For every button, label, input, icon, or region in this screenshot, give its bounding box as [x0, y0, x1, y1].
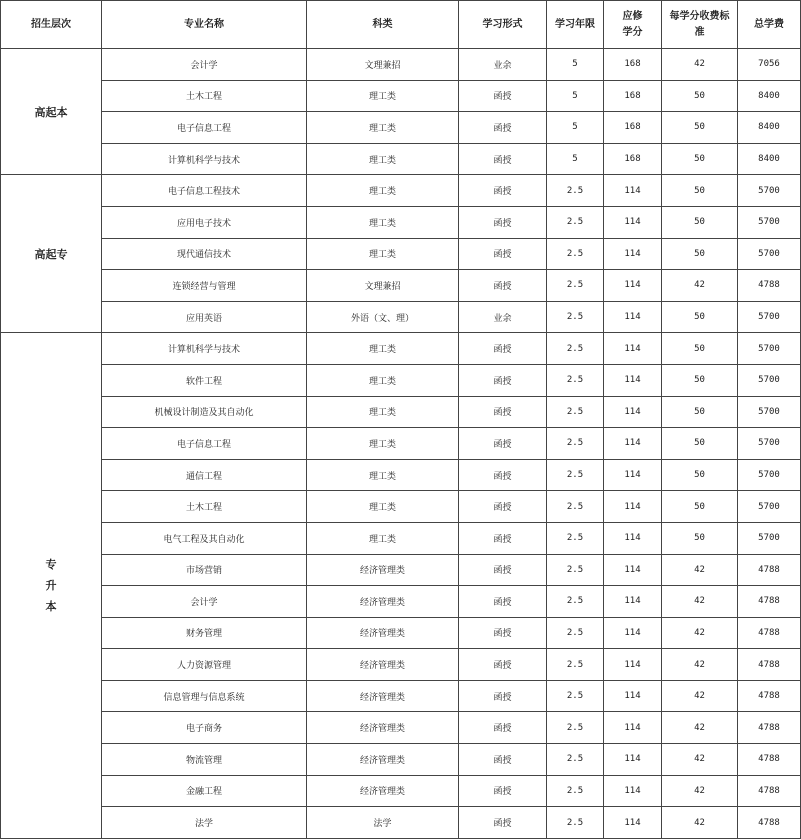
cell-credits: 168	[604, 80, 662, 112]
cell-years: 2.5	[547, 396, 604, 428]
table-row	[1, 522, 801, 554]
level-cell: 高起本	[1, 49, 102, 175]
cell-major: 物流管理	[102, 744, 307, 776]
cell-total: 5700	[738, 333, 801, 365]
cell-category: 理工类	[307, 112, 459, 144]
cell-major: 法学	[102, 807, 307, 839]
header-years: 学习年限	[547, 1, 604, 49]
level-char: 专	[45, 558, 57, 572]
cell-major: 财务管理	[102, 617, 307, 649]
header-level: 招生层次	[1, 1, 102, 49]
header-major: 专业名称	[102, 1, 307, 49]
table-row	[1, 143, 801, 175]
cell-category: 经济管理类	[307, 586, 459, 618]
cell-category: 经济管理类	[307, 680, 459, 712]
cell-fee-per-credit: 42	[662, 649, 738, 681]
cell-form: 函授	[459, 143, 547, 175]
cell-years: 2.5	[547, 586, 604, 618]
cell-total: 5700	[738, 364, 801, 396]
cell-fee-per-credit: 50	[662, 522, 738, 554]
cell-years: 2.5	[547, 301, 604, 333]
header-row	[1, 1, 801, 49]
cell-fee-per-credit: 50	[662, 428, 738, 460]
cell-form: 函授	[459, 112, 547, 144]
cell-category: 理工类	[307, 396, 459, 428]
cell-years: 2.5	[547, 333, 604, 365]
cell-major: 应用电子技术	[102, 206, 307, 238]
table-row	[1, 428, 801, 460]
cell-total: 4788	[738, 775, 801, 807]
cell-category: 理工类	[307, 175, 459, 207]
cell-years: 2.5	[547, 206, 604, 238]
table-row	[1, 112, 801, 144]
cell-category: 外语（文、理）	[307, 301, 459, 333]
cell-major: 市场营销	[102, 554, 307, 586]
cell-major: 通信工程	[102, 459, 307, 491]
header-fee-per-credit	[662, 1, 738, 49]
cell-major: 金融工程	[102, 775, 307, 807]
table-row	[1, 364, 801, 396]
cell-total: 8400	[738, 143, 801, 175]
cell-fee-per-credit: 50	[662, 333, 738, 365]
cell-credits: 114	[604, 238, 662, 270]
cell-category: 理工类	[307, 80, 459, 112]
table-row	[1, 175, 801, 207]
cell-major: 机械设计制造及其自动化	[102, 396, 307, 428]
cell-total: 5700	[738, 396, 801, 428]
cell-category: 经济管理类	[307, 744, 459, 776]
cell-years: 2.5	[547, 491, 604, 523]
header-category: 科类	[307, 1, 459, 49]
cell-total: 5700	[738, 428, 801, 460]
cell-credits: 114	[604, 270, 662, 302]
cell-category: 经济管理类	[307, 649, 459, 681]
cell-major: 电子信息工程	[102, 428, 307, 460]
cell-total: 4788	[738, 744, 801, 776]
cell-category: 理工类	[307, 238, 459, 270]
cell-credits: 114	[604, 301, 662, 333]
cell-category: 理工类	[307, 143, 459, 175]
cell-credits: 168	[604, 143, 662, 175]
cell-years: 5	[547, 143, 604, 175]
level-char: 本	[45, 600, 57, 614]
cell-form: 函授	[459, 554, 547, 586]
cell-total: 5700	[738, 459, 801, 491]
cell-form: 函授	[459, 680, 547, 712]
cell-credits: 114	[604, 491, 662, 523]
cell-total: 5700	[738, 522, 801, 554]
cell-form: 函授	[459, 175, 547, 207]
cell-fee-per-credit: 50	[662, 175, 738, 207]
cell-total: 4788	[738, 649, 801, 681]
table-row	[1, 49, 801, 81]
cell-total: 8400	[738, 112, 801, 144]
cell-fee-per-credit: 42	[662, 49, 738, 81]
cell-fee-per-credit: 50	[662, 143, 738, 175]
cell-major: 电子商务	[102, 712, 307, 744]
cell-fee-per-credit: 42	[662, 712, 738, 744]
header-credits-line2: 学分	[622, 26, 643, 38]
cell-form: 业余	[459, 301, 547, 333]
cell-form: 函授	[459, 807, 547, 839]
cell-form: 函授	[459, 459, 547, 491]
cell-years: 2.5	[547, 617, 604, 649]
cell-form: 函授	[459, 522, 547, 554]
cell-years: 2.5	[547, 649, 604, 681]
cell-major: 应用英语	[102, 301, 307, 333]
cell-category: 文理兼招	[307, 49, 459, 81]
cell-credits: 168	[604, 112, 662, 144]
cell-fee-per-credit: 50	[662, 396, 738, 428]
cell-total: 4788	[738, 554, 801, 586]
cell-fee-per-credit: 42	[662, 586, 738, 618]
cell-form: 函授	[459, 364, 547, 396]
cell-credits: 168	[604, 49, 662, 81]
cell-category: 文理兼招	[307, 270, 459, 302]
cell-credits: 114	[604, 744, 662, 776]
cell-major: 现代通信技术	[102, 238, 307, 270]
cell-fee-per-credit: 50	[662, 238, 738, 270]
cell-form: 函授	[459, 80, 547, 112]
table-row	[1, 301, 801, 333]
cell-years: 2.5	[547, 744, 604, 776]
header-credits-line1: 应修	[622, 10, 643, 22]
cell-form: 函授	[459, 586, 547, 618]
cell-major: 电子信息工程技术	[102, 175, 307, 207]
cell-major: 土木工程	[102, 80, 307, 112]
cell-fee-per-credit: 50	[662, 301, 738, 333]
cell-form: 函授	[459, 428, 547, 460]
cell-credits: 114	[604, 617, 662, 649]
cell-fee-per-credit: 50	[662, 459, 738, 491]
cell-credits: 114	[604, 680, 662, 712]
cell-credits: 114	[604, 649, 662, 681]
cell-credits: 114	[604, 554, 662, 586]
cell-form: 函授	[459, 396, 547, 428]
cell-fee-per-credit: 50	[662, 206, 738, 238]
cell-years: 2.5	[547, 712, 604, 744]
cell-total: 8400	[738, 80, 801, 112]
table-row	[1, 270, 801, 302]
table-row	[1, 680, 801, 712]
cell-years: 2.5	[547, 270, 604, 302]
header-fee-line2: 准	[694, 26, 705, 38]
cell-total: 4788	[738, 680, 801, 712]
header-credits	[604, 1, 662, 49]
cell-fee-per-credit: 42	[662, 270, 738, 302]
cell-fee-per-credit: 42	[662, 807, 738, 839]
cell-category: 理工类	[307, 428, 459, 460]
cell-years: 2.5	[547, 775, 604, 807]
cell-total: 5700	[738, 491, 801, 523]
cell-category: 理工类	[307, 364, 459, 396]
table-row	[1, 617, 801, 649]
cell-form: 函授	[459, 712, 547, 744]
cell-major: 会计学	[102, 586, 307, 618]
table-row	[1, 333, 801, 365]
cell-total: 5700	[738, 175, 801, 207]
cell-form: 函授	[459, 744, 547, 776]
header-form: 学习形式	[459, 1, 547, 49]
cell-credits: 114	[604, 712, 662, 744]
cell-category: 理工类	[307, 522, 459, 554]
table-row	[1, 80, 801, 112]
cell-category: 经济管理类	[307, 712, 459, 744]
cell-category: 经济管理类	[307, 775, 459, 807]
cell-category: 理工类	[307, 333, 459, 365]
cell-total: 4788	[738, 712, 801, 744]
cell-credits: 114	[604, 459, 662, 491]
cell-credits: 114	[604, 175, 662, 207]
cell-major: 软件工程	[102, 364, 307, 396]
cell-total: 5700	[738, 301, 801, 333]
cell-category: 经济管理类	[307, 554, 459, 586]
cell-fee-per-credit: 42	[662, 744, 738, 776]
cell-form: 函授	[459, 238, 547, 270]
cell-form: 函授	[459, 491, 547, 523]
level-cell: 高起专	[1, 175, 102, 333]
cell-major: 电子信息工程	[102, 112, 307, 144]
cell-years: 5	[547, 49, 604, 81]
cell-total: 4788	[738, 586, 801, 618]
cell-form: 业余	[459, 49, 547, 81]
cell-credits: 114	[604, 206, 662, 238]
cell-major: 信息管理与信息系统	[102, 680, 307, 712]
cell-fee-per-credit: 42	[662, 775, 738, 807]
cell-form: 函授	[459, 617, 547, 649]
cell-credits: 114	[604, 775, 662, 807]
cell-total: 4788	[738, 617, 801, 649]
cell-form: 函授	[459, 333, 547, 365]
cell-fee-per-credit: 42	[662, 680, 738, 712]
cell-major: 计算机科学与技术	[102, 333, 307, 365]
cell-category: 法学	[307, 807, 459, 839]
cell-credits: 114	[604, 586, 662, 618]
cell-major: 计算机科学与技术	[102, 143, 307, 175]
cell-credits: 114	[604, 522, 662, 554]
cell-form: 函授	[459, 775, 547, 807]
cell-major: 土木工程	[102, 491, 307, 523]
cell-years: 2.5	[547, 554, 604, 586]
cell-fee-per-credit: 42	[662, 554, 738, 586]
cell-total: 4788	[738, 270, 801, 302]
table-row	[1, 649, 801, 681]
table-row	[1, 206, 801, 238]
table-row	[1, 459, 801, 491]
cell-years: 2.5	[547, 428, 604, 460]
cell-major: 电气工程及其自动化	[102, 522, 307, 554]
cell-credits: 114	[604, 396, 662, 428]
cell-years: 2.5	[547, 459, 604, 491]
table-row	[1, 491, 801, 523]
header-total: 总学费	[738, 1, 801, 49]
cell-category: 理工类	[307, 491, 459, 523]
table-row	[1, 396, 801, 428]
table-row	[1, 238, 801, 270]
cell-years: 5	[547, 112, 604, 144]
table-row	[1, 712, 801, 744]
table-body	[1, 49, 801, 839]
cell-major: 连锁经营与管理	[102, 270, 307, 302]
level-char: 升	[45, 579, 57, 593]
cell-total: 5700	[738, 206, 801, 238]
cell-major: 人力资源管理	[102, 649, 307, 681]
cell-fee-per-credit: 50	[662, 80, 738, 112]
cell-years: 2.5	[547, 175, 604, 207]
cell-fee-per-credit: 50	[662, 364, 738, 396]
cell-form: 函授	[459, 206, 547, 238]
cell-major: 会计学	[102, 49, 307, 81]
cell-years: 2.5	[547, 238, 604, 270]
cell-years: 5	[547, 80, 604, 112]
cell-category: 理工类	[307, 459, 459, 491]
table-row	[1, 807, 801, 839]
cell-years: 2.5	[547, 807, 604, 839]
cell-fee-per-credit: 42	[662, 617, 738, 649]
cell-form: 函授	[459, 270, 547, 302]
cell-credits: 114	[604, 333, 662, 365]
level-cell	[1, 333, 102, 839]
cell-credits: 114	[604, 364, 662, 396]
cell-category: 经济管理类	[307, 617, 459, 649]
cell-credits: 114	[604, 807, 662, 839]
cell-years: 2.5	[547, 522, 604, 554]
cell-category: 理工类	[307, 206, 459, 238]
header-fee-line1: 每学分收费标	[669, 10, 730, 22]
cell-fee-per-credit: 50	[662, 112, 738, 144]
cell-years: 2.5	[547, 364, 604, 396]
cell-years: 2.5	[547, 680, 604, 712]
cell-fee-per-credit: 50	[662, 491, 738, 523]
cell-total: 5700	[738, 238, 801, 270]
table-row	[1, 775, 801, 807]
table-row	[1, 586, 801, 618]
cell-credits: 114	[604, 428, 662, 460]
cell-total: 7056	[738, 49, 801, 81]
cell-total: 4788	[738, 807, 801, 839]
cell-form: 函授	[459, 649, 547, 681]
table-row	[1, 744, 801, 776]
table-row	[1, 554, 801, 586]
